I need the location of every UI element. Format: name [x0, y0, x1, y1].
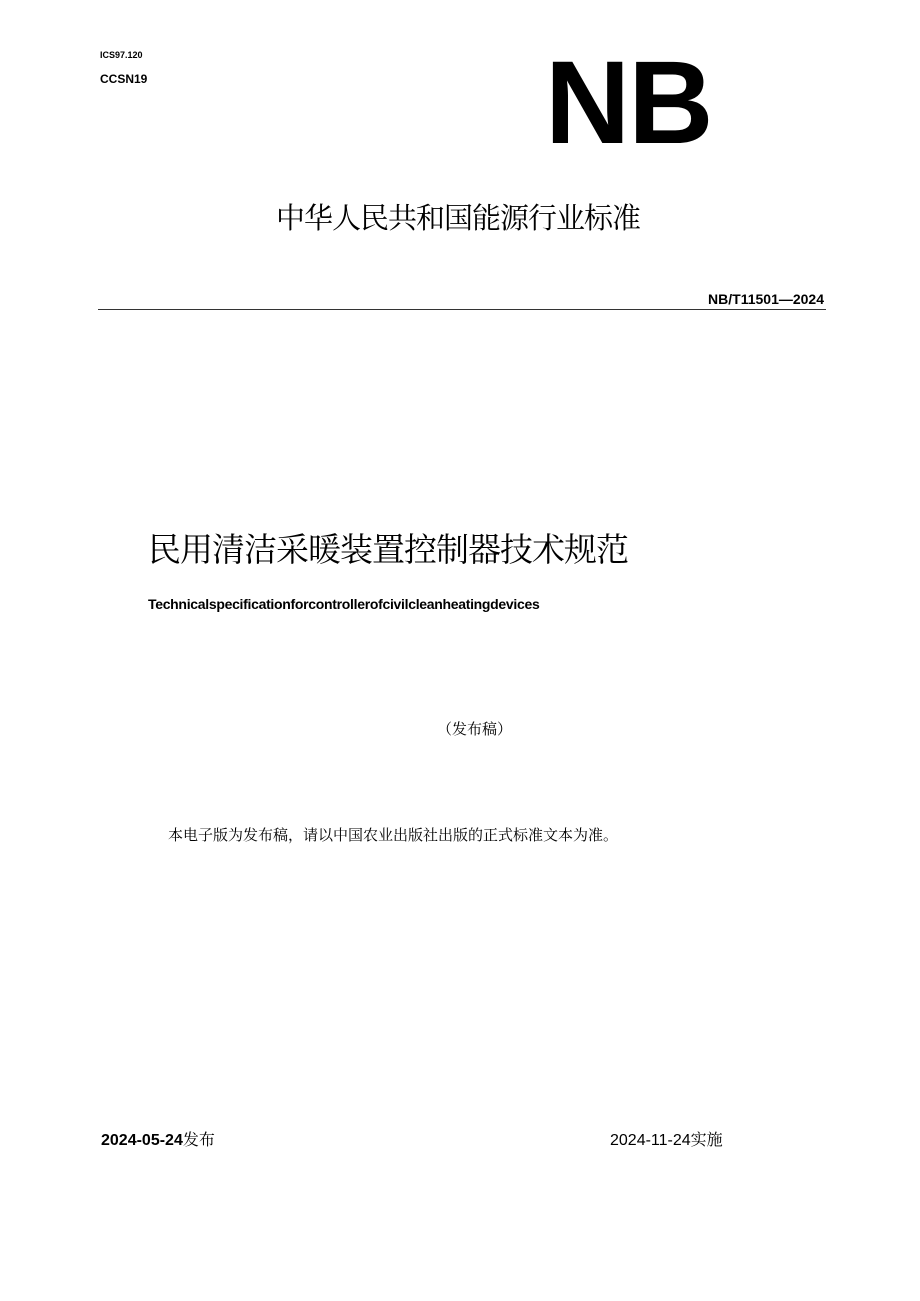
header-divider [98, 309, 826, 310]
publish-date: 2024-05-24 [101, 1132, 183, 1149]
nb-logo: NB [545, 37, 712, 169]
publish-label: 发布 [182, 1130, 215, 1149]
document-title-cn: 民用清洁采暖装置控制器技术规范 [148, 530, 628, 569]
ccs-code: CCSN19 [100, 72, 148, 86]
implement-label: 实施 [690, 1130, 723, 1149]
publish-date-line [101, 1127, 215, 1150]
draft-label: （发布稿） [437, 720, 513, 738]
standard-number: NB/T11501—2024 [708, 291, 824, 307]
edition-notice: 本电子版为发布稿，请以中国农业出版社出版的正式标准文本为准。 [168, 826, 619, 844]
document-title-en: Technicalspecificationforcontrollerofcivilcleanheatingdevices [148, 596, 540, 612]
ics-code: ICS97.120 [100, 50, 143, 60]
implement-date-line [610, 1127, 723, 1150]
implement-date: 2024-11-24 [610, 1132, 691, 1149]
industry-standard-title: 中华人民共和国能源行业标准 [276, 201, 641, 235]
